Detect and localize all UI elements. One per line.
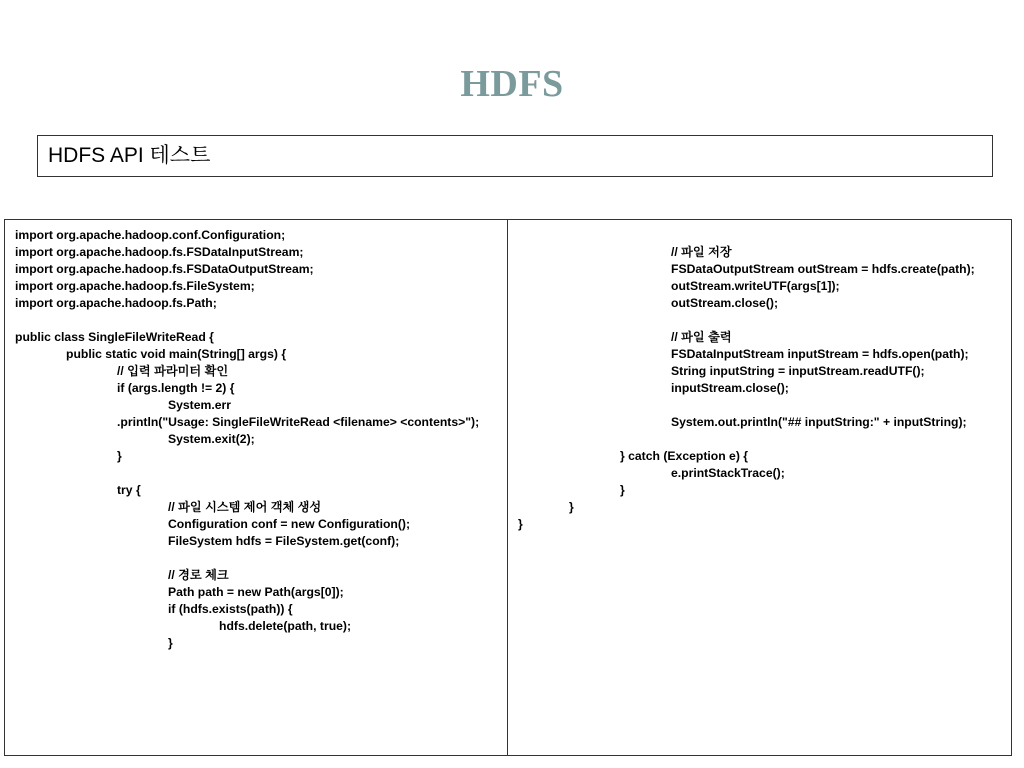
code-line: System.exit(2); [168, 432, 255, 446]
code-line: FileSystem hdfs = FileSystem.get(conf); [168, 534, 400, 548]
code-line [15, 550, 507, 567]
code-line: try { [117, 483, 141, 497]
code-line: outStream.close(); [671, 296, 778, 310]
code-line: } [569, 500, 574, 514]
code-line: System.out.println("## inputString:" + inputString); [671, 415, 967, 429]
code-line: Path path = new Path(args[0]); [168, 585, 344, 599]
code-line [518, 431, 1011, 448]
code-line: } [117, 449, 122, 463]
code-line: public static void main(String[] args) { [66, 347, 287, 361]
code-line: import org.apache.hadoop.fs.Path; [15, 296, 217, 310]
code-line [518, 227, 1011, 244]
code-line [518, 397, 1011, 414]
code-line: // 파일 저장 [671, 245, 732, 259]
code-table [4, 219, 1012, 756]
code-line: e.printStackTrace(); [671, 466, 785, 480]
code-column-right [508, 220, 1011, 755]
code-line: import org.apache.hadoop.fs.FSDataInputStream; [15, 245, 304, 259]
code-line: // 파일 출력 [671, 330, 732, 344]
code-line: Configuration conf = new Configuration(); [168, 517, 411, 531]
code-line [518, 312, 1011, 329]
code-line: import org.apache.hadoop.fs.FSDataOutputStream; [15, 262, 314, 276]
code-line: } [168, 636, 173, 650]
code-line: } [518, 517, 523, 531]
code-line: // 파일 시스템 제어 객체 생성 [168, 500, 322, 514]
subtitle-text: HDFS API 테스트 [48, 144, 211, 167]
code-line: // 입력 파라미터 확인 [117, 364, 229, 378]
code-line: if (args.length != 2) { [117, 381, 235, 395]
code-line: if (hdfs.exists(path)) { [168, 602, 293, 616]
code-line [15, 312, 507, 329]
code-line: .println("Usage: SingleFileWriteRead <filename> <contents>"); [117, 415, 480, 429]
code-line: String inputString = inputStream.readUTF(); [671, 364, 925, 378]
code-column-left [5, 220, 508, 755]
code-line: System.err [168, 398, 232, 412]
code-line: import org.apache.hadoop.conf.Configuration; [15, 228, 286, 242]
slide-title: HDFS [460, 63, 564, 105]
code-line: import org.apache.hadoop.fs.FileSystem; [15, 279, 255, 293]
subtitle-box [37, 135, 993, 177]
code-line: inputStream.close(); [671, 381, 789, 395]
code-line [15, 465, 507, 482]
code-line: FSDataInputStream inputStream = hdfs.open(path); [671, 347, 969, 361]
code-line: public class SingleFileWriteRead { [15, 330, 214, 344]
code-line: } [620, 483, 625, 497]
code-line: FSDataOutputStream outStream = hdfs.create(path); [671, 262, 975, 276]
code-line: hdfs.delete(path, true); [219, 619, 352, 633]
code-line: outStream.writeUTF(args[1]); [671, 279, 840, 293]
code-line: // 경로 체크 [168, 568, 229, 582]
code-line: } catch (Exception e) { [620, 449, 749, 463]
